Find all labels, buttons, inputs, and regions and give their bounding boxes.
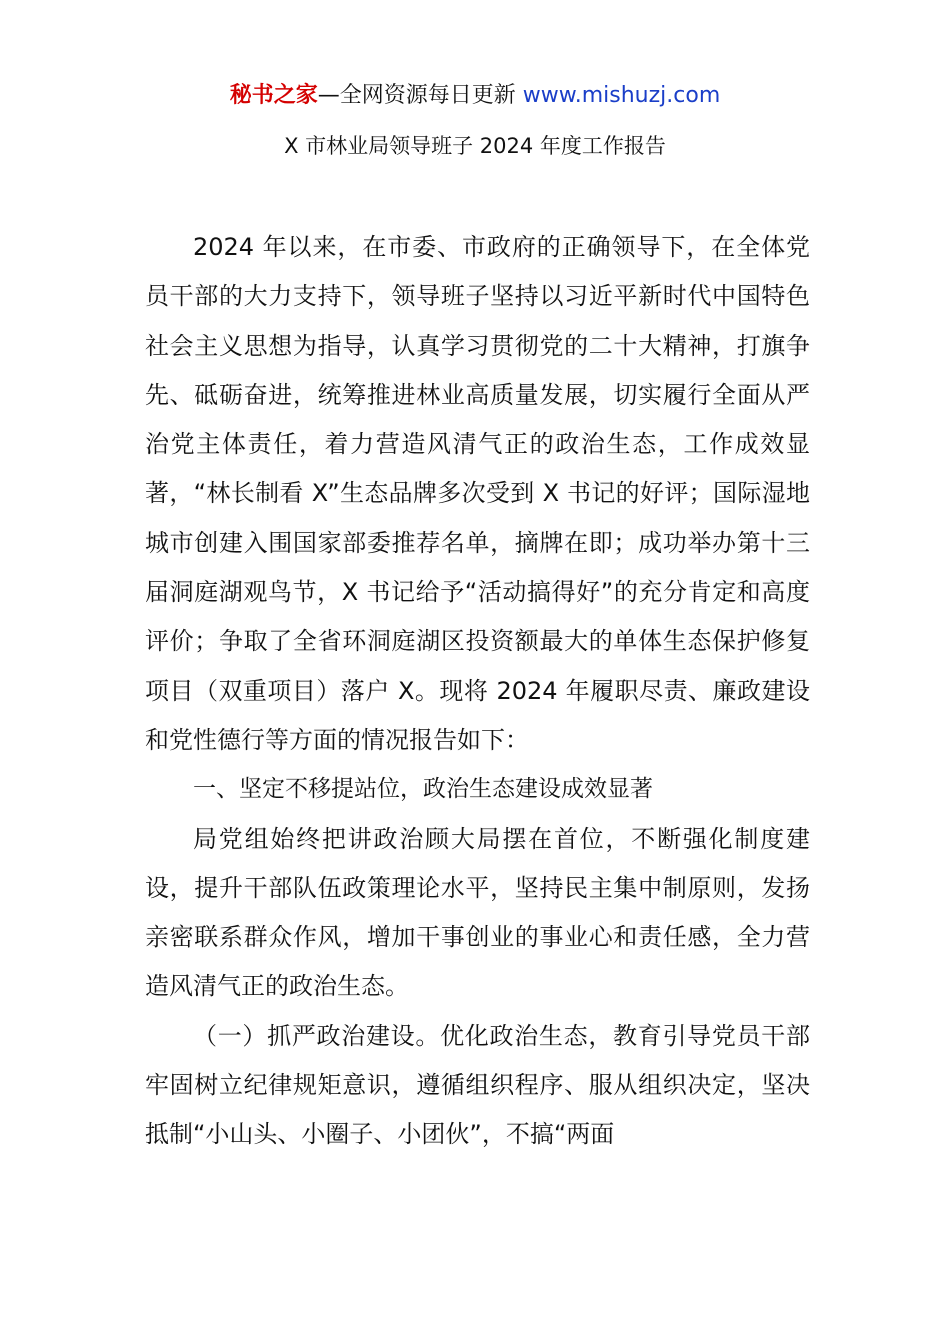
banner-tagline: —全网资源每日更新 [317, 83, 516, 108]
document-body [145, 223, 810, 1160]
brand-name: 秘书之家 [229, 83, 318, 108]
subsection-1-paragraph: （一）抓严政治建设。优化政治生态，教育引导党员干部牢固树立纪律规矩意识，遵循组织程序、服从组织决定，坚决抵制“小山头、小圈子、小团伙”，不搞“两面 [145, 1021, 810, 1149]
document-title: X 市林业局领导班子 2024 年度工作报告 [284, 134, 666, 158]
site-url-link[interactable]: www.mishuzj.com [515, 83, 721, 108]
section-1-paragraph: 局党组始终把讲政治顾大局摆在首位，不断强化制度建设，提升干部队伍政策理论水平，坚持民主集中制原则，发扬亲密联系群众作风，增加干事创业的事业心和责任感，全力营造风清气正的政治生态。 [145, 824, 810, 1001]
section-heading-1: 一、坚定不移提站位，政治生态建设成效显著 [193, 776, 653, 803]
site-banner [0, 80, 950, 112]
intro-paragraph: 2024 年以来，在市委、市政府的正确领导下，在全体党员干部的大力支持下，领导班子坚持以习近平新时代中国特色社会主义思想为指导，认真学习贯彻党的二十大精神，打旗争先、砥砺奋进，统筹推进林业高质量发展，切实履行全面从严治党主体责任，着力营造风清气正的政治生态，工作成效显著，“林长制看 X”生态品牌多次受到 X 书记的好评；国际湿地城市创建入围国家部委推荐名单，摘牌在即；成功举办第十三届洞庭湖观鸟节，X 书记给予“活动搞得好”的充分肯定和高度评价；争取了全省环洞庭湖区投资额最大的单体生态保护修复项目（双重项目）落户 X。现将 2024 年履职尽责、廉政建设和党性德行等方面的情况报告如下： [145, 233, 810, 754]
